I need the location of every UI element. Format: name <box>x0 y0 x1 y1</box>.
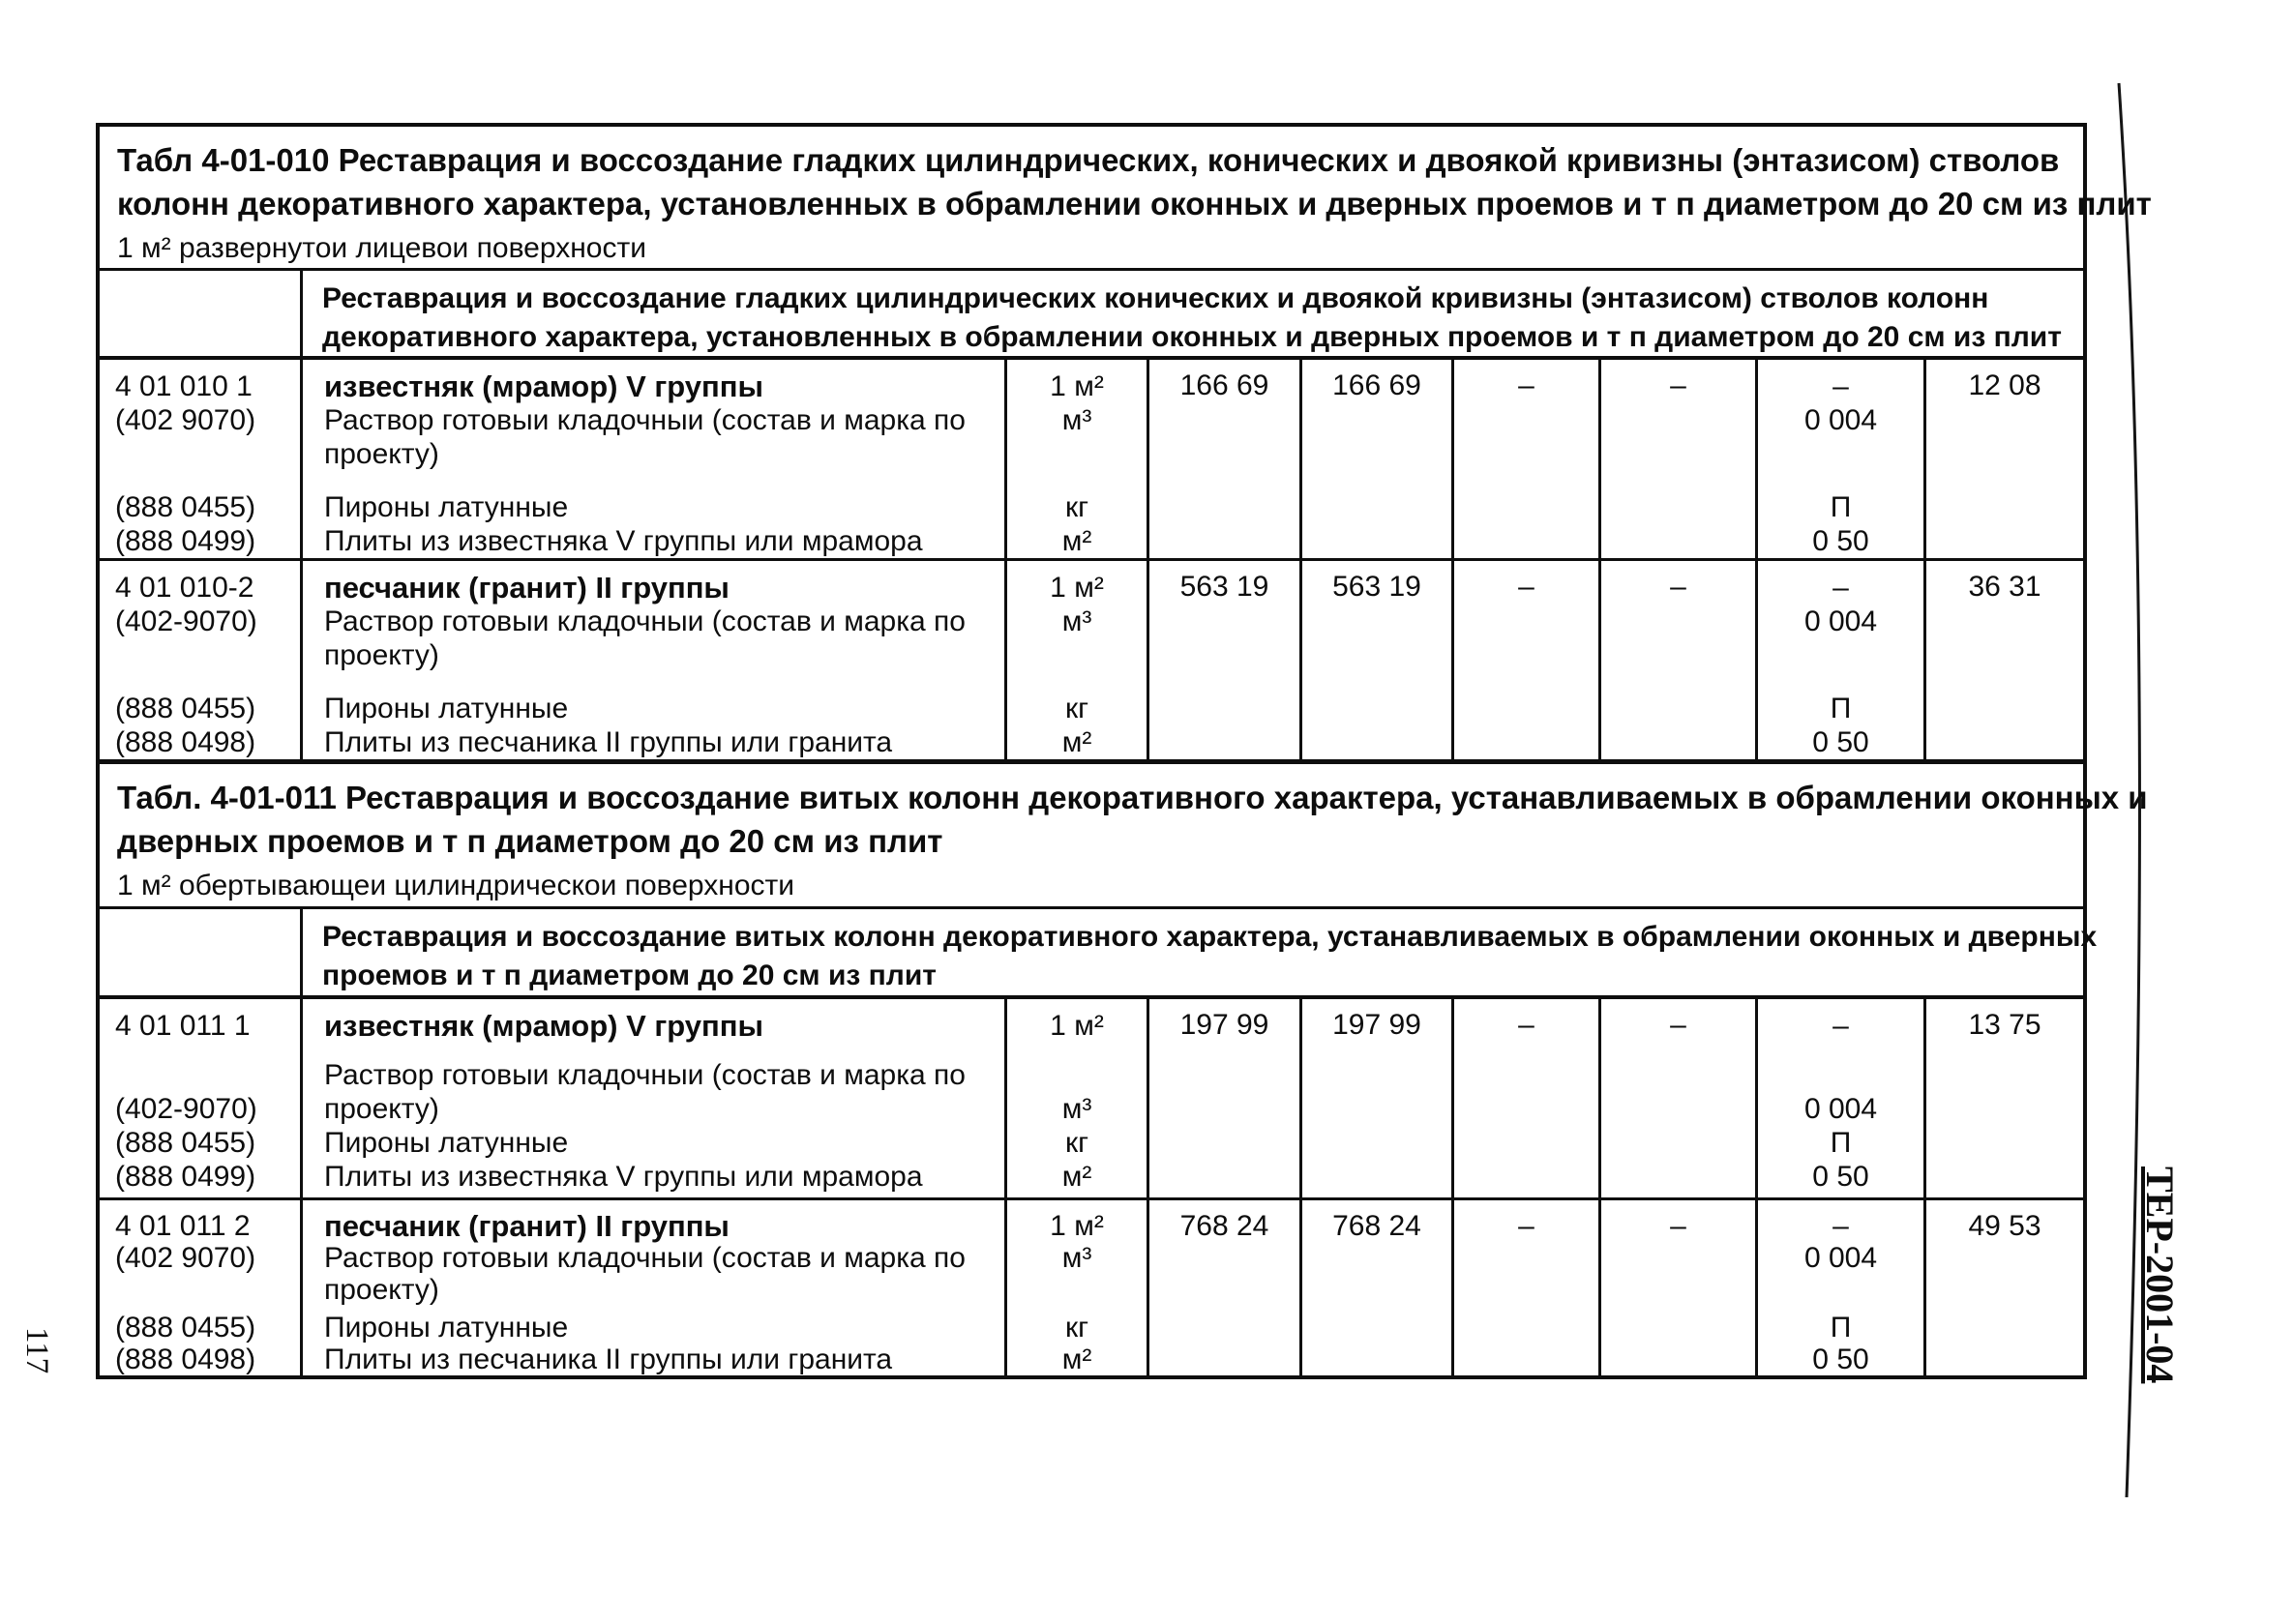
consumption-value: – <box>1832 1210 1849 1242</box>
description-cell <box>303 360 1007 558</box>
consumption-cell <box>1758 561 1926 759</box>
resource-name: Раствор готовыи кладочныи (состав и марка по <box>324 605 966 637</box>
consumption-value: П <box>1830 693 1852 724</box>
unit-cell <box>1007 561 1149 759</box>
resource-name: Раствор готовыи кладочныи (состав и марка по <box>324 1059 966 1092</box>
unit: м² <box>1061 1343 1092 1375</box>
value-cell: 13 75 <box>1968 1009 2041 1042</box>
resource-name: проекту) <box>324 1093 439 1126</box>
resource-code: 4 01 010 1 <box>115 370 253 402</box>
value-cell: 563 19 <box>1149 561 1302 759</box>
table-011-header-row <box>100 909 2098 999</box>
consumption-value: 0 004 <box>1803 1093 1878 1126</box>
value-cell: 36 31 <box>1968 571 2041 603</box>
consumption-value: 0 004 <box>1803 605 1878 637</box>
header-code-cell <box>100 271 303 357</box>
resource-name: Раствор готовыи кладочныи (состав и марка по <box>324 1242 966 1274</box>
table-011-title <box>100 764 2148 909</box>
page-number: 117 <box>19 1327 54 1374</box>
consumption-cell <box>1758 1200 1926 1375</box>
resource-name: Пироны латунные <box>324 1312 569 1343</box>
value-cell: 166 69 <box>1149 360 1302 558</box>
header-description-cell <box>303 909 2097 995</box>
resource-code: (888 0498) <box>115 1343 256 1375</box>
consumption-value: П <box>1830 491 1852 523</box>
unit: кг <box>1064 1127 1089 1160</box>
work-name: песчаник (гранит) II группы <box>324 571 730 605</box>
value-cell: – <box>1601 360 1758 558</box>
resource-name: проекту) <box>324 639 439 671</box>
value-cell: 197 99 <box>1302 999 1454 1197</box>
consumption-value: – <box>1832 370 1849 402</box>
resource-code: (888 0455) <box>115 1312 256 1343</box>
value-cell: – <box>1601 1200 1758 1375</box>
unit: м³ <box>1061 1242 1092 1274</box>
code-cell <box>100 999 303 1197</box>
norms-tables-frame <box>96 123 2152 1379</box>
value-cell: – <box>1601 999 1758 1197</box>
resource-code: (888 0498) <box>115 726 256 758</box>
resource-code: (888 0455) <box>115 1127 256 1160</box>
resource-code: (402-9070) <box>115 605 257 637</box>
table-row <box>100 1200 2083 1375</box>
consumption-value: 0 004 <box>1803 1242 1878 1274</box>
table-measure-note: 1 м² развернутои лицевои поверхности <box>117 232 646 264</box>
unit: 1 м² <box>1050 370 1104 402</box>
unit: кг <box>1064 1312 1089 1343</box>
resource-name: Плиты из известняка V группы или мрамора <box>324 525 923 557</box>
consumption-value: 0 50 <box>1812 1343 1869 1375</box>
unit: м² <box>1061 726 1092 758</box>
resource-name: Плиты из песчаника II группы или гранита <box>324 726 893 758</box>
header-line: проемов и т п диаметром до 20 см из плит <box>322 960 937 992</box>
value-cell: 563 19 <box>1302 561 1454 759</box>
table-title-line: Табл 4-01-010 Реставрация и воссоздание гладких цилиндрических, конических и двоякой кривизны (энтазисом) стволов <box>117 142 2060 178</box>
unit: м³ <box>1061 1093 1092 1126</box>
value-cell: 197 99 <box>1149 999 1302 1197</box>
resource-name: проекту) <box>324 438 439 470</box>
table-row <box>100 360 2083 561</box>
value-cell: 768 24 <box>1302 1200 1454 1375</box>
resource-name: Пироны латунные <box>324 491 569 523</box>
resource-name: Пироны латунные <box>324 693 569 724</box>
consumption-value: П <box>1830 1127 1852 1160</box>
table-010-header-row <box>100 271 2083 360</box>
unit-cell <box>1007 1200 1149 1375</box>
header-code-cell <box>100 909 303 995</box>
description-cell <box>303 561 1007 759</box>
consumption-value: – <box>1832 1010 1849 1043</box>
table-row <box>100 999 2083 1200</box>
unit: м³ <box>1061 404 1092 436</box>
consumption-value: 0 004 <box>1803 404 1878 436</box>
consumption-value: 0 50 <box>1812 525 1869 557</box>
description-cell <box>303 999 1007 1197</box>
header-description-cell <box>303 271 2083 357</box>
value-cell: – <box>1454 999 1601 1197</box>
resource-code: 4 01 011 1 <box>115 1010 251 1043</box>
value-cell: – <box>1454 1200 1601 1375</box>
table-title-line: дверных проемов и т п диаметром до 20 см из плит <box>117 823 943 859</box>
consumption-value: 0 50 <box>1812 1161 1869 1194</box>
value-cell: 166 69 <box>1302 360 1454 558</box>
value-cell: 12 08 <box>1968 369 2041 401</box>
resource-name: Пироны латунные <box>324 1127 569 1160</box>
code-cell <box>100 1200 303 1375</box>
unit-cell <box>1007 999 1149 1197</box>
value-cell: – <box>1454 360 1601 558</box>
code-cell <box>100 561 303 759</box>
unit: м² <box>1061 525 1092 557</box>
unit: кг <box>1064 693 1089 724</box>
resource-code: (888 0499) <box>115 1161 256 1194</box>
consumption-cell <box>1758 999 1926 1197</box>
header-line: декоративного характера, установленных в обрамлении оконных и дверных проемов и т п диаметром до 20 см из плит <box>322 321 2062 353</box>
resource-code: (402-9070) <box>115 1093 257 1126</box>
margin-label: ТЕР-2001-04 <box>2138 1166 2182 1384</box>
resource-code: 4 01 011 2 <box>115 1210 251 1242</box>
table-title-line: колонн декоративного характера, установленных в обрамлении оконных и дверных проемов и т п диаметром до 20 см из плит <box>117 186 2152 221</box>
work-name: известняк (мрамор) V группы <box>324 369 763 403</box>
value-cell: – <box>1454 561 1601 759</box>
unit: 1 м² <box>1050 572 1104 604</box>
resource-name: Плиты из песчаника II группы или гранита <box>324 1343 893 1375</box>
work-name: известняк (мрамор) V группы <box>324 1009 763 1044</box>
resource-code: (888 0455) <box>115 693 256 724</box>
resource-code: 4 01 010-2 <box>115 572 254 604</box>
value-cell: 49 53 <box>1968 1210 2041 1242</box>
unit: кг <box>1064 491 1089 523</box>
resource-code: (888 0499) <box>115 525 256 557</box>
description-cell <box>303 1200 1007 1375</box>
consumption-value: П <box>1830 1312 1852 1343</box>
unit: м³ <box>1061 605 1092 637</box>
unit: 1 м² <box>1050 1010 1104 1043</box>
resource-name: Плиты из известняка V группы или мрамора <box>324 1161 923 1194</box>
table-title-line: Табл. 4-01-011 Реставрация и воссоздание витых колонн декоративного характера, устанавливаемых в обрамлении оконных и <box>117 780 2148 815</box>
resource-code: (888 0455) <box>115 491 256 523</box>
consumption-value: 0 50 <box>1812 726 1869 758</box>
consumption-cell <box>1758 360 1926 558</box>
table-row <box>100 561 2083 764</box>
unit: 1 м² <box>1050 1210 1104 1242</box>
code-cell <box>100 360 303 558</box>
unit-cell <box>1007 360 1149 558</box>
header-line: Реставрация и воссоздание гладких цилиндрических конических и двоякой кривизны (энтазисом) стволов колонн <box>322 282 1989 314</box>
table-measure-note: 1 м² обертывающеи цилиндрическои поверхности <box>117 870 795 901</box>
consumption-value: – <box>1832 572 1849 604</box>
resource-code: (402 9070) <box>115 404 256 436</box>
resource-name: проекту) <box>324 1274 439 1306</box>
work-name: песчаник (гранит) II группы <box>324 1209 730 1243</box>
value-cell: 768 24 <box>1149 1200 1302 1375</box>
header-line: Реставрация и воссоздание витых колонн декоративного характера, устанавливаемых в обрамлении оконных и дверных <box>322 921 2098 954</box>
resource-name: Раствор готовыи кладочныи (состав и марка по <box>324 404 966 436</box>
value-cell: – <box>1601 561 1758 759</box>
unit: м² <box>1061 1161 1092 1194</box>
resource-code: (402 9070) <box>115 1242 256 1274</box>
table-010-title <box>100 127 2152 271</box>
